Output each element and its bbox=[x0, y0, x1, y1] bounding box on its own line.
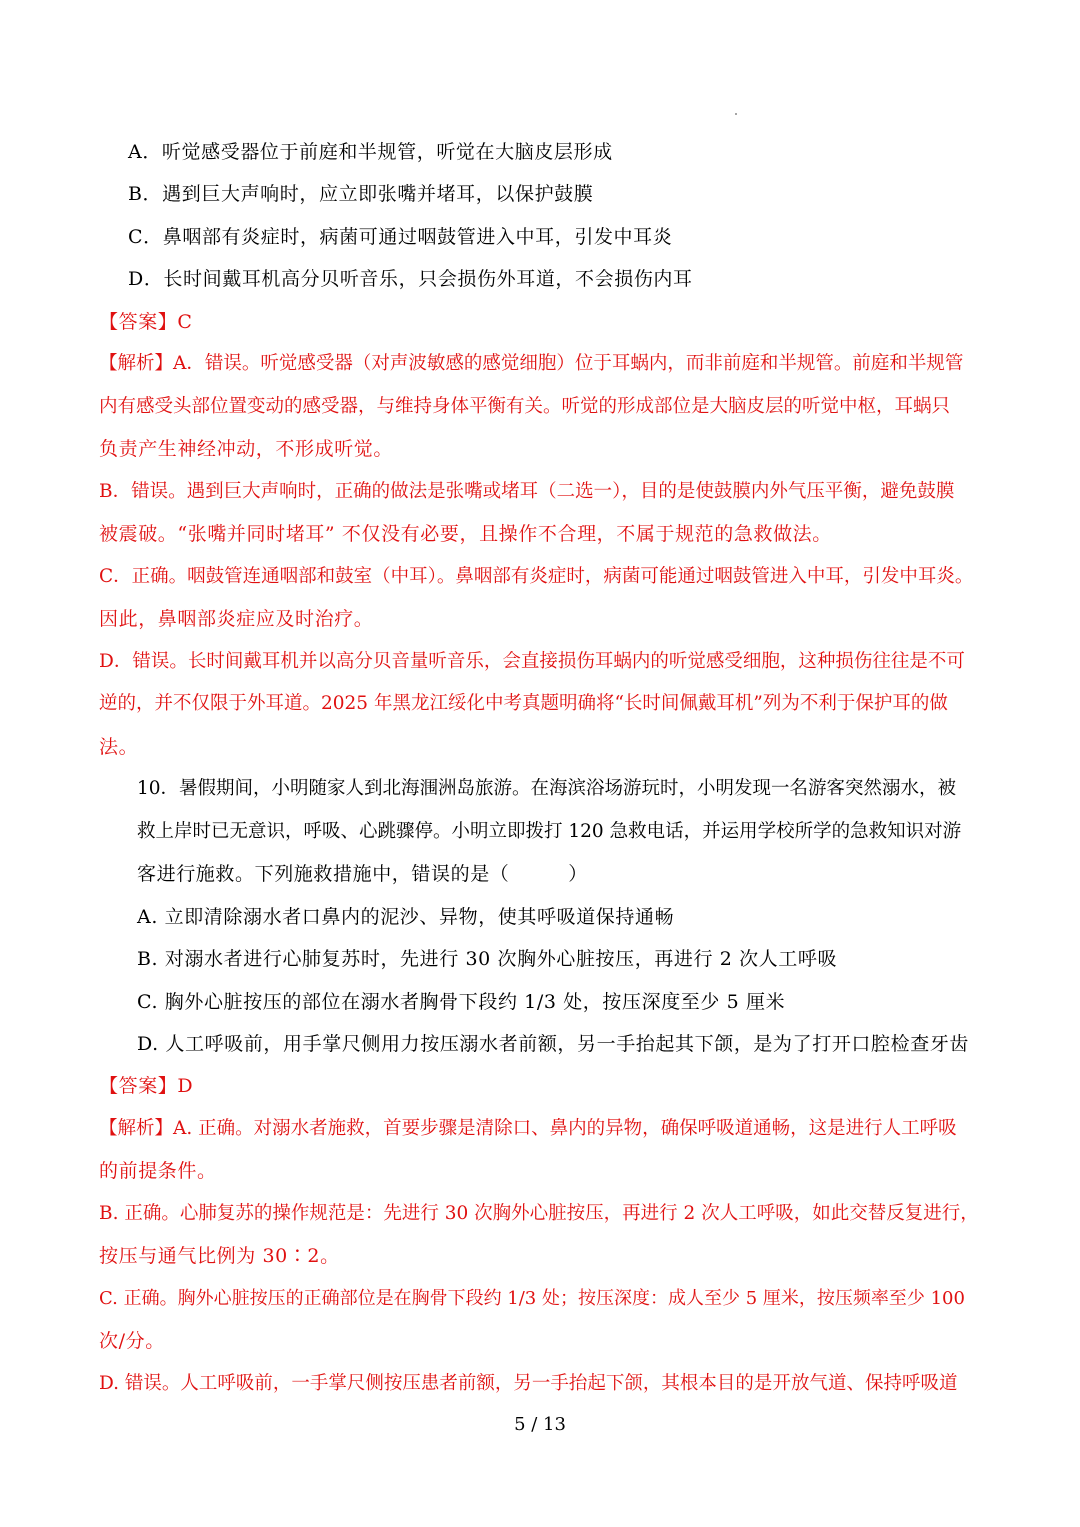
q9-option-d: D．长时间戴耳机高分贝听音乐，只会损伤外耳道，不会损伤内耳 bbox=[128, 268, 693, 290]
q9-option-c: C．鼻咽部有炎症时，病菌可通过咽鼓管进入中耳，引发中耳炎 bbox=[128, 226, 673, 248]
q10-option-c: C. 胸外心脏按压的部位在溺水者胸骨下段约 1/3 处，按压深度至少 5 厘米 bbox=[137, 991, 786, 1013]
q10-analysis-line: 按压与通气比例为 30∶2。 bbox=[99, 1245, 340, 1267]
q10-analysis-line: C. 正确。胸外心脏按压的正确部位是在胸骨下段约 1/3 处；按压深度：成人至少 5 厘米，按压频率至少 100 bbox=[99, 1288, 965, 1309]
q9-analysis-line: 被震破。“张嘴并同时堵耳” 不仅没有必要，且操作不合理，不属于规范的急救做法。 bbox=[99, 523, 832, 545]
q9-analysis-line: 【解析】A．错误。听觉感受器（对声波敏感的感觉细胞）位于耳蜗内，而非前庭和半规管。前庭和半规管 bbox=[99, 353, 964, 374]
q10-stem-line: 10．暑假期间，小明随家人到北海涠洲岛旅游。在海滨浴场游玩时，小明发现一名游客突然溺水，被 bbox=[137, 778, 957, 799]
q9-analysis-line: C．正确。咽鼓管连通咽部和鼓室（中耳）。鼻咽部有炎症时，病菌可能通过咽鼓管进入中耳，引发中耳炎。 bbox=[99, 566, 974, 587]
q9-analysis-line: B．错误。遇到巨大声响时，正确的做法是张嘴或堵耳（二选一），目的是使鼓膜内外气压平衡，避免鼓膜 bbox=[99, 481, 955, 502]
q9-analysis-line: 法。 bbox=[99, 736, 139, 758]
q10-analysis-line: 的前提条件。 bbox=[99, 1160, 217, 1182]
q10-answer: 【答案】D bbox=[99, 1075, 194, 1097]
q9-option-b: B．遇到巨大声响时，应立即张嘴并堵耳，以保护鼓膜 bbox=[128, 183, 594, 205]
q9-analysis-line: 内有感受头部位置变动的感受器，与维持身体平衡有关。听觉的形成部位是大脑皮层的听觉中枢，耳蜗只 bbox=[99, 396, 951, 417]
q9-analysis-line: 负责产生神经冲动，不形成听觉。 bbox=[99, 438, 394, 460]
q10-option-a: A. 立即清除溺水者口鼻内的泥沙、异物，使其呼吸道保持通畅 bbox=[137, 906, 675, 928]
q9-analysis-line: D．错误。长时间戴耳机并以高分贝音量听音乐，会直接损伤耳蜗内的听觉感受细胞，这种损伤往往是不可 bbox=[99, 651, 965, 672]
q10-stem-line: 救上岸时已无意识，呼吸、心跳骤停。小明立即拨打 120 急救电话，并运用学校所学的急救知识对游 bbox=[137, 821, 962, 842]
q10-analysis-line: 【解析】A. 正确。对溺水者施救，首要步骤是清除口、鼻内的异物，确保呼吸道通畅，这是进行人工呼吸 bbox=[99, 1118, 957, 1139]
q9-option-a: A．听觉感受器位于前庭和半规管，听觉在大脑皮层形成 bbox=[128, 141, 613, 163]
q9-answer: 【答案】C bbox=[99, 311, 193, 333]
scan-dot bbox=[735, 113, 737, 115]
q10-analysis-line: B. 正确。心肺复苏的操作规范是：先进行 30 次胸外心脏按压，再进行 2 次人工呼吸，如此交替反复进行， bbox=[99, 1203, 979, 1224]
page-number: 5 / 13 bbox=[514, 1414, 566, 1435]
q10-stem-line: 客进行施救。下列施救措施中，错误的是（ ） bbox=[137, 863, 588, 885]
q9-analysis-line: 因此，鼻咽部炎症应及时治疗。 bbox=[99, 608, 374, 630]
q10-analysis-line: D. 错误。人工呼吸前，一手掌尺侧按压患者前额，另一手抬起下颌，其根本目的是开放气道、保持呼吸道 bbox=[99, 1373, 958, 1394]
q10-option-b: B. 对溺水者进行心肺复苏时，先进行 30 次胸外心脏按压，再进行 2 次人工呼吸 bbox=[137, 948, 838, 970]
q10-option-d: D. 人工呼吸前，用手掌尺侧用力按压溺水者前额，另一手抬起其下颌，是为了打开口腔检查牙齿 bbox=[137, 1033, 970, 1055]
q10-analysis-line: 次/分。 bbox=[99, 1330, 165, 1352]
q9-analysis-line: 逆的，并不仅限于外耳道。2025 年黑龙江绥化中考真题明确将“长时间佩戴耳机”列为不利于保护耳的做 bbox=[99, 693, 948, 714]
